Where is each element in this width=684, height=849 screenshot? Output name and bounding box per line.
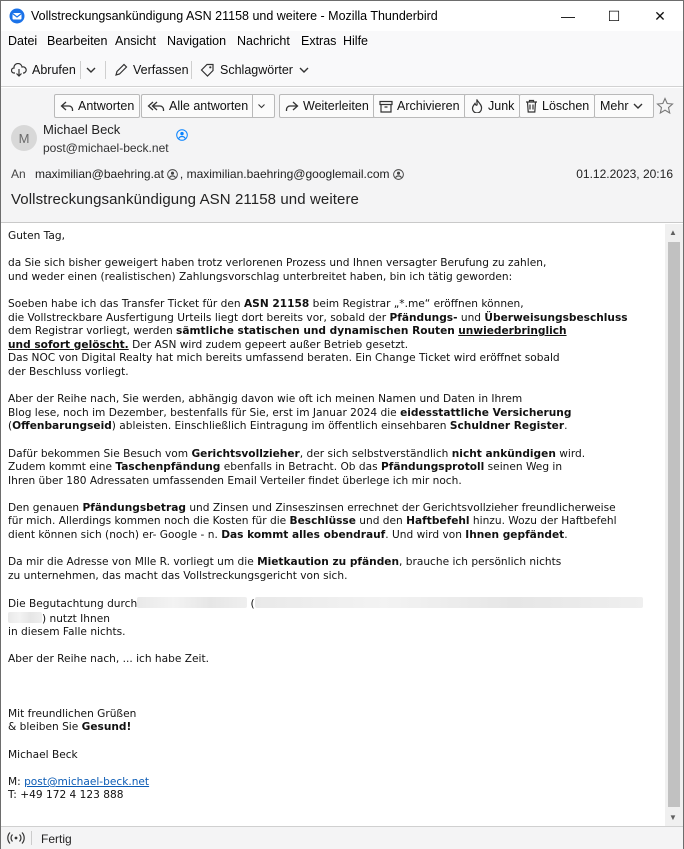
vertical-scrollbar[interactable] [665,224,683,826]
toolbar-separator [191,61,192,79]
paragraph: Die Begutachtung durch ( ) nutzt Ihnen in diesem Falle nichts. [8,597,658,640]
chevron-down-icon [632,101,644,111]
recipient[interactable]: maximilian@baehring.at [35,167,164,181]
minimize-button[interactable]: — [561,8,575,24]
redacted-text [137,597,247,608]
signature-email-link[interactable]: post@michael-beck.net [24,775,150,788]
window-title: Vollstreckungsankündigung ASN 21158 und weitere - Mozilla Thunderbird [31,9,438,23]
scrollbar-thumb[interactable] [668,242,680,807]
thunderbird-app-icon [9,8,25,24]
junk-button[interactable]: Junk [464,94,520,118]
signature-contact: M: post@michael-beck.net T: +49 172 4 123 888 [8,775,150,802]
fetch-dropdown-button[interactable] [85,59,102,81]
contact-icon[interactable] [393,169,404,180]
address-book-contact-icon[interactable] [176,129,188,141]
message-header [1,88,683,223]
title-bar [1,1,683,31]
scroll-up-arrow[interactable]: ▲ [669,228,677,237]
tags-button[interactable] [200,59,316,81]
download-cloud-icon [11,63,27,77]
signature-name: Michael Beck [8,748,78,761]
menu-extras[interactable]: Extras [301,34,337,48]
chevron-down-icon [257,101,266,111]
fetch-label: Abrufen [32,63,76,77]
pencil-icon [114,63,128,77]
main-toolbar [1,53,683,87]
tags-label: Schlagwörter [220,63,293,77]
menu-nachricht[interactable]: Nachricht [237,34,290,48]
redacted-text [8,612,42,623]
maximize-button[interactable]: ☐ [607,7,621,24]
greeting: Guten Tag, [8,230,65,242]
redacted-text [255,597,643,608]
recipient[interactable]: maximilian.baehring@googlemail.com [186,167,390,181]
reply-button[interactable]: Antworten [54,94,140,118]
paragraph: da Sie sich bisher geweigert haben trotz verlorenen Prozess und Ihnen versagter Berufung zu zahlen, und weder einen (realistischen) Zahlungsvorschlag unterbreitet haben, bin ich tätig geworden: [8,257,547,283]
chevron-down-icon [85,65,97,75]
status-bar [1,826,683,849]
message-text [8,230,658,817]
status-separator [31,831,32,845]
to-label: An [11,167,26,181]
paragraph: Aber der Reihe nach, Sie werden, abhängig davon wie oft ich meinen Namen und Daten in Ihrem Blog lese, noch im Dezember, bestenfalls für Sie, erst im Januar 2024 die eidesstattliche Versicherung (Offenbarungseid) ableisten. Einschließlich Eintragung im öffentlich einsehbaren Schuldner Register. [8,393,572,433]
menu-hilfe[interactable]: Hilfe [343,34,369,48]
sender-name[interactable]: Michael Beck [43,122,121,137]
more-button[interactable]: Mehr [594,94,654,118]
toolbar-separator [105,61,106,79]
menu-bearbeiten[interactable]: Bearbeiten [47,34,108,48]
archive-icon [379,100,393,113]
paragraph: Aber der Reihe nach, ... ich habe Zeit. [8,653,209,666]
paragraph: Soeben habe ich das Transfer Ticket für den ASN 21158 beim Registrar „*.me“ eröffnen können, die Vollstreckbare Ausfertigung Urteils liegt dort bereits vor, sobald der Pfändungs- und Überweisungsbeschluss dem Registrar vorliegt, werden sämtliche statischen und dynamischen Routen unwiederbringlich und sofort gelöscht. Der ASN wird zudem gepeert außer Betrieb gesetzt. Das NOC von Digital Realty hat mich bereits umfassend beraten. Ein Change Ticket wird eröffnet sobald der Beschluss vorliegt. [8,297,628,378]
star-icon[interactable] [656,97,674,115]
tag-icon [200,63,215,77]
chevron-down-icon [297,65,311,75]
blank-line [8,681,658,695]
paragraph: Den genauen Pfändungsbetrag und Zinsen und Zinseszinsen errechnet der Gerichtsvollzieher freundlicherweise für mich. Allerdings kommen noch die Kosten für die Beschlüsse und den Haftbefehl hinzu. Wozu der Haftbefehl dient können sich (noch) er- Google - n. Das kommt alles obendrauf. Und wird von Ihnen gepfändet. [8,501,617,542]
forward-button[interactable]: Weiterleiten [279,94,375,118]
menu-ansicht[interactable]: Ansicht [115,34,156,48]
recipients: maximilian@baehring.at , maximilian.baehring@googlemail.com [35,167,406,181]
message-date: 01.12.2023, 20:16 [576,167,673,181]
compose-button[interactable] [114,59,189,81]
message-subject: Vollstreckungsankündigung ASN 21158 und weitere [11,191,359,208]
archive-button[interactable]: Archivieren [373,94,466,118]
contact-icon[interactable] [167,169,178,180]
reply-icon [60,100,74,112]
trash-icon [525,99,538,113]
scroll-down-arrow[interactable]: ▼ [669,813,677,822]
reply-all-button[interactable]: Alle antworten [141,94,253,118]
fetch-mail-button[interactable] [11,59,76,81]
sender-email[interactable]: post@michael-beck.net [43,141,169,155]
reply-all-dropdown[interactable] [252,94,275,118]
menu-bar [1,31,683,53]
compose-label: Verfassen [133,63,189,77]
paragraph: Dafür bekommen Sie Besuch vom Gerichtsvollzieher, der sich selbstverständlich nicht ankündigen wird. Zudem kommt eine Taschenpfändung ebenfalls in Betracht. Ob das Pfändungsprotoll seinen Weg in Ihren über 180 Adressaten umfassenden Email Verteiler findet überlege ich mir noch. [8,447,586,487]
message-body [1,224,665,826]
close-button[interactable]: ✕ [654,7,666,24]
toolbar-separator [80,61,81,79]
forward-icon [285,100,299,112]
flame-icon [470,99,484,113]
reply-all-icon [147,100,165,112]
menu-navigation[interactable]: Navigation [167,34,227,48]
closing: Mit freundlichen Grüßen & bleiben Sie Gesund! [8,707,137,734]
wifi-signal-icon [7,831,25,845]
menu-datei[interactable]: Datei [8,34,38,48]
avatar: M [11,125,37,151]
status-text: Fertig [41,832,72,846]
delete-button[interactable]: Löschen [519,94,595,118]
paragraph: Da mir die Adresse von Mlle R. vorliegt um die Mietkaution zu pfänden, brauche ich persönlich nichts zu unternehmen, das macht das Vollstreckungsgericht von sich. [8,556,562,582]
